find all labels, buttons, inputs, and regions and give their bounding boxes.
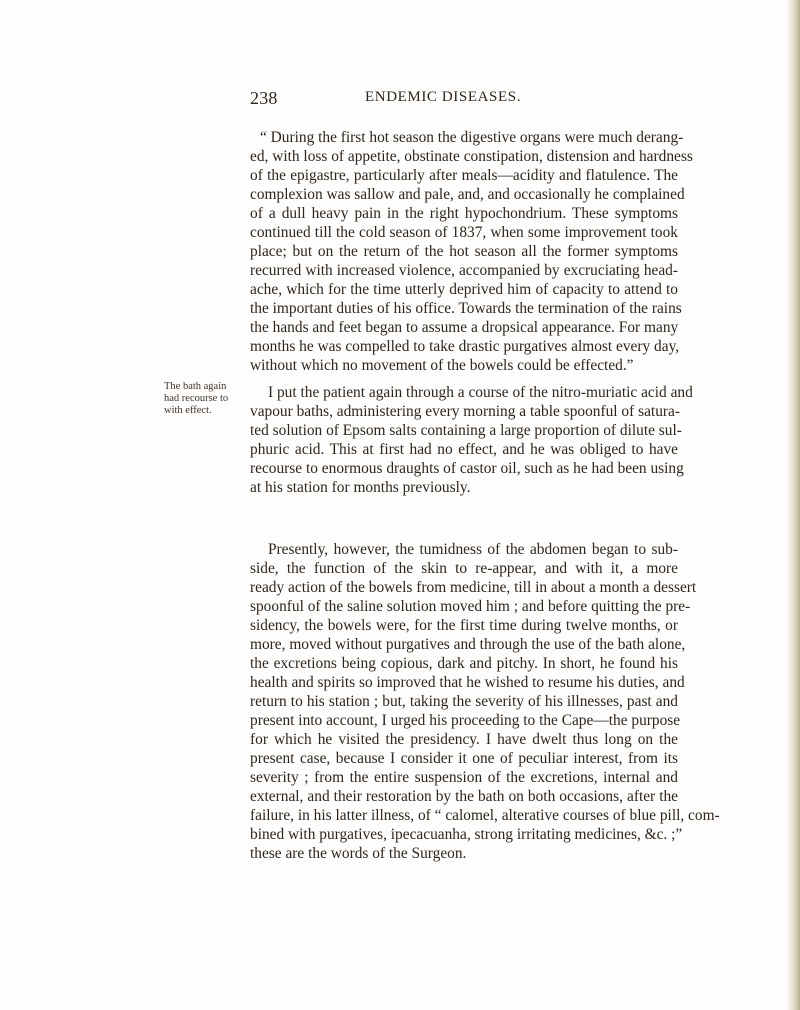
running-head [250,88,590,112]
text-line: at his station for months previously. [250,479,471,496]
text-line: more, moved without purgatives and through the use of the bath alone, [250,636,686,653]
text-line: recurred with increased violence, accompanied by excruciating head- [250,262,678,279]
text-line: health and spirits so improved that he wished to resume his duties, and [250,674,685,691]
text-line: vapour baths, administering every morning a table spoonful of satura- [250,403,680,420]
paragraph-recovery [250,540,720,863]
text-line: the hands and feet began to assume a dropsical appearance. For many [250,319,679,336]
text-line: present into account, I urged his proceeding to the Cape—the purpose [250,712,681,729]
margin-note [164,381,246,417]
running-title: ENDEMIC DISEASES. [365,89,522,105]
text-line: ready action of the bowels from medicine, till in about a month a dessert [250,579,697,596]
text-line: of a dull heavy pain in the right hypochondrium. These symptoms [250,205,678,222]
text-line: ache, which for the time utterly deprived him of capacity to attend to [250,281,678,298]
text-line: the excretions being copious, dark and pitchy. In short, he found his [250,655,678,672]
text-line: recourse to enormous draughts of castor oil, such as he had been using [250,460,684,477]
text-line: phuric acid. This at first had no effect, and he was obliged to have [250,441,678,458]
page-number: 238 [250,88,278,108]
paragraph-quotation [250,128,693,375]
text-line: I put the patient again through a course of the nitro-muriatic acid and [268,384,693,401]
text-line: return to his station ; but, taking the severity of his illnesses, past and [250,693,678,710]
text-line: these are the words of the Surgeon. [250,845,467,862]
text-line: sidency, the bowels were, for the first time during twelve months, or [250,617,678,634]
text-line: severity ; from the entire suspension of the excretions, internal and [250,769,678,786]
page-edge-shadow [786,0,800,1010]
margin-note-line: with effect. [164,405,212,416]
text-line: of the epigastre, particularly after meals—acidity and flatulence. The [250,167,678,184]
text-line: bined with purgatives, ipecacuanha, strong irritating medicines, &c. ;” [250,826,683,843]
text-line: place; but on the return of the hot season all the former symptoms [250,243,678,260]
text-line: failure, in his latter illness, of “ calomel, alterative courses of blue pill, com- [250,807,720,824]
text-line: present case, because I consider it one of peculiar interest, from its [250,750,678,767]
text-line: without which no movement of the bowels could be effected.” [250,357,634,374]
text-line: spoonful of the saline solution moved him ; and before quitting the pre- [250,598,691,615]
text-line: complexion was sallow and pale, and, and occasionally he complained [250,186,685,203]
text-line: external, and their restoration by the bath on both occasions, after the [250,788,678,805]
text-line: the important duties of his office. Towards the termination of the rains [250,300,682,317]
text-line: ed, with loss of appetite, obstinate constipation, distension and hardness [250,148,693,165]
text-line: “ During the first hot season the digestive organs were much derang- [260,129,684,146]
text-line: Presently, however, the tumidness of the abdomen began to sub- [268,541,678,558]
paragraph-treatment [250,383,693,497]
margin-note-line: The bath again [164,381,227,392]
text-line: side, the function of the skin to re-appear, and with it, a more [250,560,678,577]
margin-note-line: had recourse to [164,393,229,404]
text-line: continued till the cold season of 1837, when some improvement took [250,224,678,241]
text-line: ted solution of Epsom salts containing a large proportion of dilute sul- [250,422,682,439]
text-line: for which he visited the presidency. I have dwelt thus long on the [250,731,678,748]
text-line: months he was compelled to take drastic purgatives almost every day, [250,338,680,355]
